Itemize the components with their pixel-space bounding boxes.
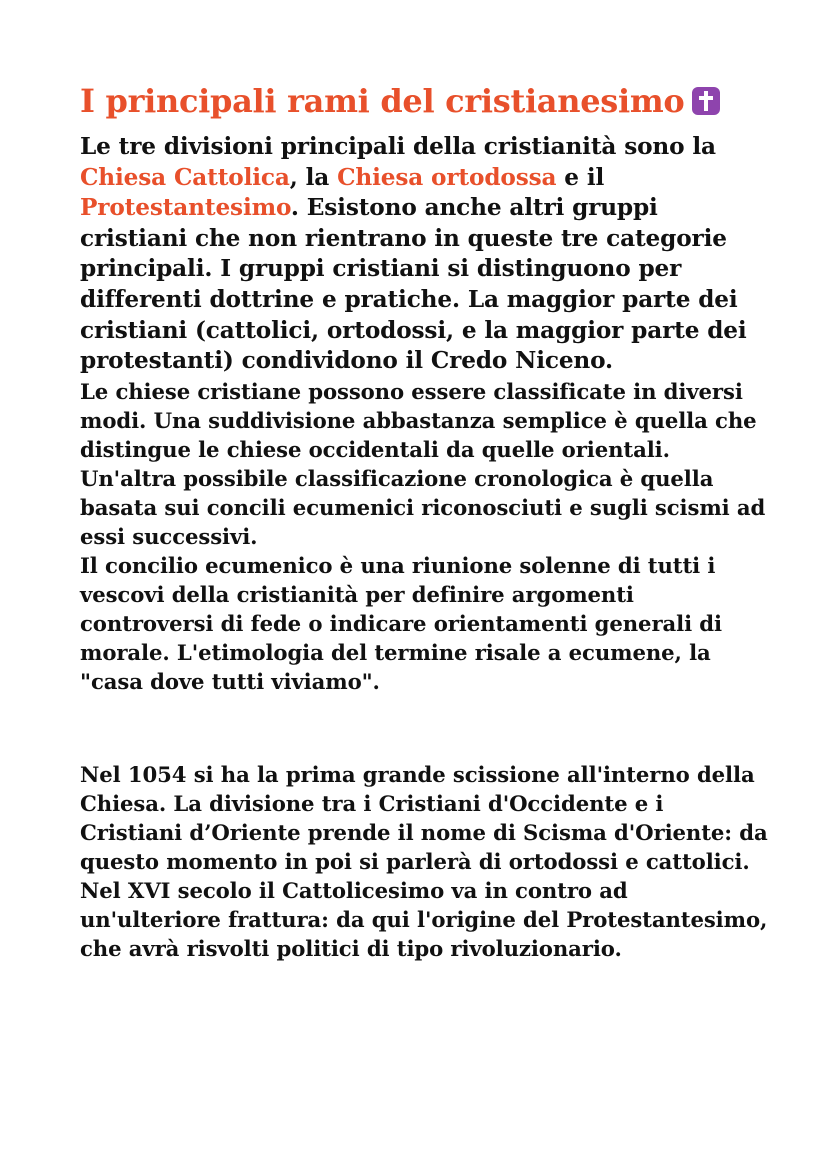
schism-paragraph: Nel 1054 si ha la prima grande scissione all'interno della Chiesa. La divisione tra i Cristiani d'Occidente e i Cristiani d’Oriente prende il nome di Scisma d'Oriente: da questo momento in poi si parlerà di ortodossi e cattolici.: [80, 761, 768, 874]
classification-paragraph: Le chiese cristiane possono essere classificate in diversi modi. Una suddivisione abbastanza semplice è quella che distingue le chiese occidentali da quelle orientali. Un'altra possibile classificazione cronologica è quella basata sui concili ecumenici riconosciuti e sugli scismi ad essi successivi.: [80, 378, 766, 549]
intro-text-4: . Esistono anche altri gruppi cristiani che non rientrano in queste tre categorie principali. I gruppi cristiani si distinguono per differenti dottrine e pratiche. La maggior parte dei cristiani (cattolici, ortodossi, e la maggior parte dei protestanti) condividono il Credo Niceno.: [80, 194, 747, 375]
council-paragraph: Il concilio ecumenico è una riunione solenne di tutti i vescovi della cristianità per definire argomenti controversi di fede o indicare orientamenti generali di morale. L'etimologia del termine risale a ecumene, la "casa dove tutti viviamo".: [80, 552, 722, 694]
highlight-chiesa-cattolica: Chiesa Cattolica: [80, 163, 290, 191]
highlight-chiesa-ortodossa: Chiesa ortodossa: [337, 163, 557, 191]
intro-paragraph: [80, 132, 768, 377]
latin-cross-icon: [692, 87, 720, 115]
intro-text-1: Le tre divisioni principali della cristianità sono la: [80, 133, 716, 160]
reformation-paragraph: Nel XVI secolo il Cattolicesimo va in contro ad un'ulteriore frattura: da qui l'origine del Protestantesimo, che avrà risvolti politici di tipo rivoluzionario.: [80, 877, 768, 961]
page-title: [80, 80, 768, 122]
intro-text-2: , la: [289, 163, 338, 191]
highlight-protestantesimo: Protestantesimo: [80, 194, 291, 222]
intro-text-3: e il: [556, 163, 605, 191]
page-title-text: I principali rami del cristianesimo: [80, 82, 685, 120]
